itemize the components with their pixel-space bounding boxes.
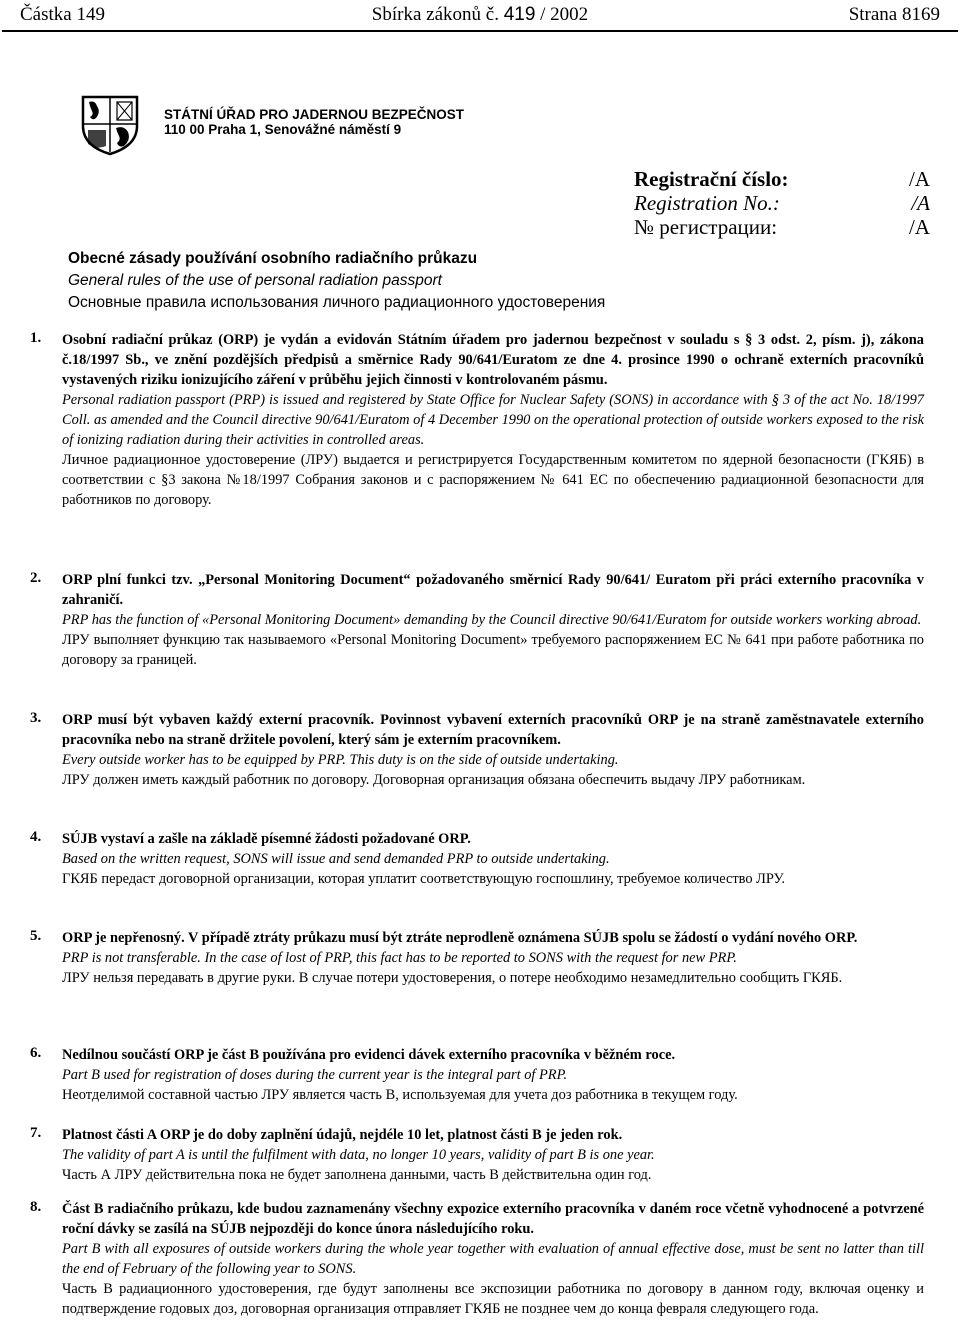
rule-number: 8. [30,1199,42,1215]
header-page-number: Strana 8169 [848,4,940,25]
rule-text-en: Based on the written request, SONS will issue and send demanded PRP to outside undertaking. [62,851,610,867]
header-collection [0,4,960,26]
rule-text [62,1045,924,1105]
rule-text-cs: Platnost části A ORP je do doby zaplnění údajů, nejdéle 10 let, platnost části B je jeden rok. [62,1127,623,1143]
registration-label: Registrační číslo: [634,167,789,191]
rule-text [62,829,924,889]
rule-text-cs: ORP je nepřenosný. V případě ztráty průkazu musí být ztráte neprodleně oznámena SÚJB spolu se žádostí o vydání nového ORP. [62,930,858,946]
rule-text [62,1125,924,1185]
rule-text-cs: Nedílnou součástí ORP je část B používána pro evidenci dávek externího pracovníka v běžném roce. [62,1047,676,1063]
rule-text [62,710,924,790]
registration-value: /A [909,167,930,191]
rule-text-cs: Osobní radiační průkaz (ORP) je vydán a evidován Státním úřadem pro jadernou bezpečnost v souladu s § 3 odst. 2, písm. j), zákona č.18/1997 Sb., ve znění pozdějších předpisů a směrnice Rady 90/641/Euratom ze dne 4. prosince 1990 o ochraně externích pracovníků vystavených riziku ionizujícího záření v průběhu jejich činnosti v kontrolovaném pásmu. [62,332,924,388]
rule-text-ru: ЛРУ должен иметь каждый работник по договору. Договорная организация обязана обеспечить выдачу ЛРУ работникам. [62,772,806,788]
rule-text [62,1199,924,1319]
rule-number: 6. [30,1045,42,1061]
registration-value: /A [909,215,930,239]
header-collection-suffix: / 2002 [540,4,589,25]
rule-text-ru: Часть В радиационного удостоверения, где будут заполнены все экспозиции работника по договору в данном году, включая оценку и подтверждение годовых доз, договорная организация отправляет ГКЯБ не позднее чем до конца февраля следующего года. [62,1281,924,1317]
rule-text-ru: ГКЯБ передаст договорной организации, которая уплатит соответствующую госпошлину, требуемое количество ЛРУ. [62,871,785,887]
registration-block [634,167,930,239]
rule-text [62,330,924,510]
registration-row-cs [634,167,930,191]
office-block [164,107,464,137]
rule-text [62,570,924,670]
rule-text-en: Part B with all exposures of outside workers during the whole year together with evaluation of annual effective dose, must be sent no latter than till the end of February of the following year to SONS. [62,1241,924,1277]
document-title [68,248,605,314]
title-ru: Основные правила использования личного радиационного удостоверения [68,294,606,311]
header-collection-prefix: Sbírka zákonů č. [371,4,499,25]
office-address: 110 00 Praha 1, Senovážné náměstí 9 [164,122,402,137]
office-name: STÁTNÍ ÚŘAD PRO JADERNOU BEZPEČNOST [164,107,465,122]
rule-number: 4. [30,829,42,845]
title-en: General rules of the use of personal radiation passport [68,272,442,289]
registration-value: /A [911,191,930,215]
rule-text [62,928,924,988]
header-part-number: Částka 149 [20,4,105,25]
title-cs: Obecné zásady používání osobního radiačního průkazu [68,250,478,267]
rule-text-cs: SÚJB vystaví a zašle na základě písemné žádosti požadované ORP. [62,831,471,847]
rule-text-ru: Часть А ЛРУ действительна пока не будет заполнена данными, часть В действительна один год. [62,1167,652,1183]
rule-text-en: PRP has the function of «Personal Monitoring Document» demanding by the Council directive 90/641/Euratom for outside workers working abroad. [62,612,922,628]
rule-text-en: Personal radiation passport (PRP) is issued and registered by State Office for Nuclear Safety (SONS) in accordance with § 3 of the act No. 18/1997 Coll. as amended and the Council directive 90/641/Euratom of 4 December 1990 on the operational protection of outside workers exposed to the risk of ionizing radiation during their activities in controlled areas. [62,392,924,448]
rule-text-ru: ЛРУ выполняет функцию так называемого «Personal Monitoring Document» требуемого распоряжением ЕС № 641 при работе работника по договору за границей. [62,632,924,668]
rule-text-cs: ORP musí být vybaven každý externí pracovník. Povinnost vybavení externích pracovníků ORP je na straně zaměstnavatele externího pracovníka nebo na straně držitele povolení, který sám je externím pracovníkem. [62,712,924,748]
rule-text-en: The validity of part A is until the fulfilment with data, no longer 10 years, validity of part B is one year. [62,1147,655,1163]
rule-text-cs: ORP plní funkci tzv. „Personal Monitoring Document“ požadovaného směrnicí Rady 90/641/ Euratom při práci externího pracovníka v zahraničí. [62,572,924,608]
header-collection-number: 419 [503,4,536,25]
rule-number: 1. [30,330,42,346]
rule-number: 3. [30,710,42,726]
rule-number: 5. [30,928,42,944]
rule-text-ru: ЛРУ нельзя передавать в другие руки. В случае потери удостоверения, о потере необходимо незамедлительно сообщить ГКЯБ. [62,970,843,986]
page-header [0,4,960,30]
header-rule [2,30,958,32]
registration-label: № регистрации: [634,215,778,239]
rule-text-en: PRP is not transferable. In the case of lost of PRP, this fact has to be reported to SONS with the request for new PRP. [62,950,737,966]
registration-row-en [634,191,930,215]
registration-label: Registration No.: [634,191,780,215]
rule-number: 2. [30,570,42,586]
rule-text-cs: Část B radiačního průkazu, kde budou zaznamenány všechny expozice externího pracovníka v daném roce včetně vyhodnocené a potvrzené roční dávky se zasílá na SÚJB nejpozději do konce února následujícího roku. [62,1201,924,1237]
rule-number: 7. [30,1125,42,1141]
rule-text-ru: Личное радиационное удостоверение (ЛРУ) выдается и регистрируется Государственным комитетом по ядерной безопасности (ГКЯБ) в соответствии с §3 закона №18/1997 Собрания законов и с распоряжением № 641 ЕС по обеспечению радиационной безопасности для работников по договору. [62,452,924,508]
czech-coat-of-arms-icon [80,94,140,156]
rule-text-ru: Неотделимой составной частью ЛРУ является часть В, используемая для учета доз работника в текущем году. [62,1087,738,1103]
rule-text-en: Every outside worker has to be equipped by PRP. This duty is on the side of outside undertaking. [62,752,619,768]
rule-text-en: Part B used for registration of doses during the current year is the integral part of PRP. [62,1067,568,1083]
registration-row-ru [634,215,930,239]
